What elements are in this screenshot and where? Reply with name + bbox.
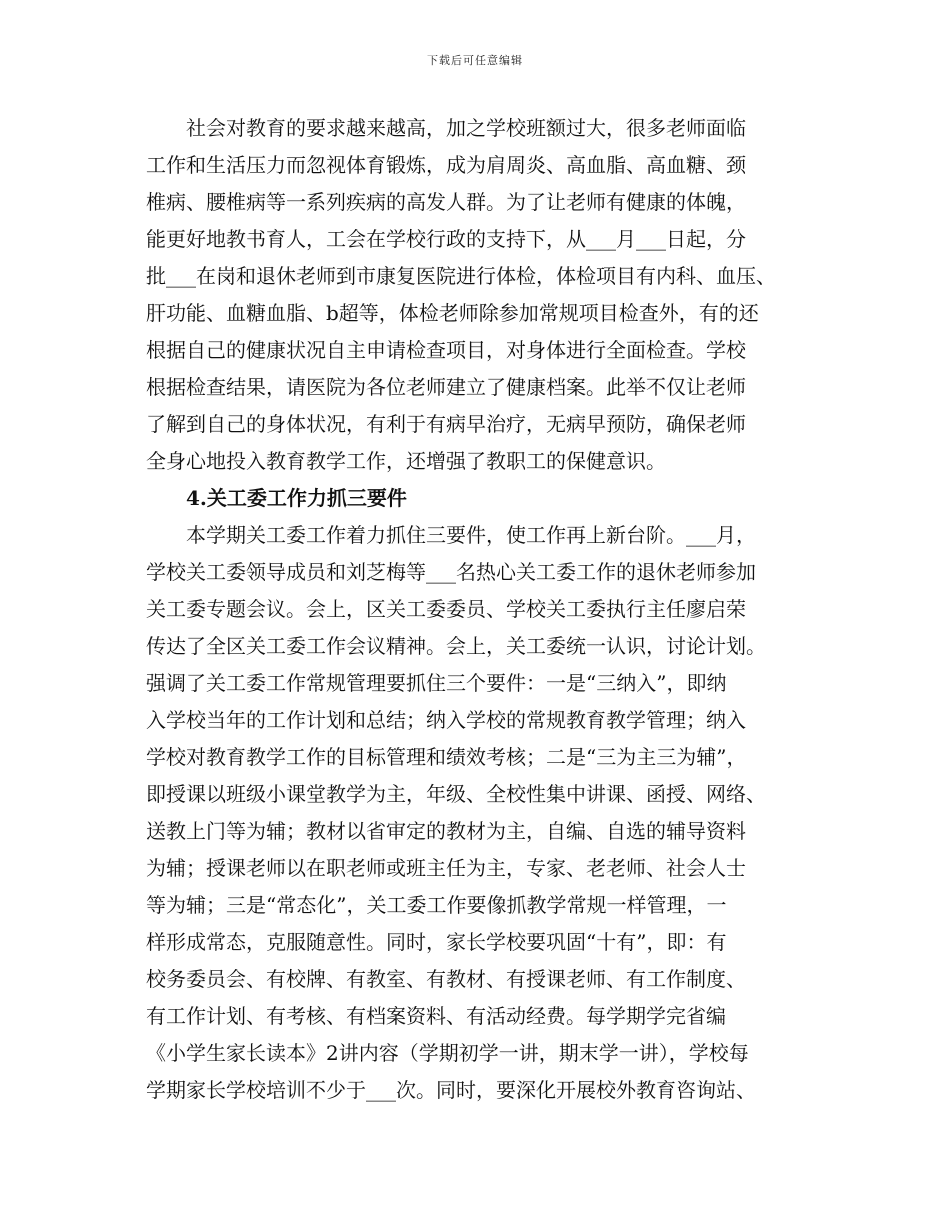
- body-line: 根据检查结果，请医院为各位老师建立了健康档案。此举不仅让老师: [146, 375, 746, 399]
- section-heading: 4.关工委工作力抓三要件: [186, 486, 407, 510]
- body-line: 肝功能、血糖血脂、b超等，体检老师除参加常规项目检查外，有的还: [146, 301, 759, 325]
- body-line: 送教上门等为辅；教材以省审定的教材为主，自编、自选的辅导资料: [146, 819, 746, 843]
- body-line: 社会对教育的要求越来越高，加之学校班额过大，很多老师面临: [186, 116, 746, 140]
- body-line: 工作和生活压力而忽视体育锻炼，成为肩周炎、高血脂、高血糖、颈: [146, 153, 746, 177]
- body-line: 学校对教育教学工作的目标管理和绩效考核；二是“三为主三为辅”，: [146, 745, 747, 769]
- page-header: 下载后可任意编辑: [427, 54, 523, 67]
- body-line: 本学期关工委工作着力抓住三要件，使工作再上新台阶。___月，: [186, 523, 756, 547]
- body-line: 关工委专题会议。会上，区关工委委员、学校关工委执行主任廖启荣: [146, 597, 746, 621]
- body-line: 即授课以班级小课堂教学为主，年级、全校性集中讲课、函授、网络、: [146, 782, 766, 806]
- body-line: 为辅；授课老师以在职老师或班主任为主，专家、老老师、社会人士: [146, 856, 746, 880]
- body-line: 入学校当年的工作计划和总结；纳入学校的常规教育教学管理；纳入: [146, 708, 746, 732]
- body-line: 《小学生家长读本》2讲内容（学期初学一讲，期末学一讲），学校每: [146, 1041, 749, 1065]
- body-line: 学期家长学校培训不少于___次。同时，要深化开展校外教育咨询站、: [146, 1078, 756, 1102]
- body-line: 传达了全区关工委工作会议精神。会上，关工委统一认识，讨论计划。: [146, 634, 766, 658]
- body-line: 有工作计划、有考核、有档案资料、有活动经费。每学期学完省编: [146, 1004, 726, 1028]
- body-line: 批___在岗和退休老师到市康复医院进行体检，体检项目有内科、血压、: [146, 264, 776, 288]
- body-line: 了解到自己的身体状况，有利于有病早治疗，无病早预防，确保老师: [146, 412, 746, 436]
- body-line: 学校关工委领导成员和刘芝梅等___名热心关工委工作的退休老师参加: [146, 560, 756, 584]
- body-line: 椎病、腰椎病等一系列疾病的高发人群。为了让老师有健康的体魄，: [146, 190, 746, 214]
- body-line: 强调了关工委工作常规管理要抓住三个要件：一是“三纳入”，即纳: [146, 671, 727, 695]
- body-line: 全身心地投入教育教学工作，还增强了教职工的保健意识。: [146, 449, 666, 473]
- body-line: 根据自己的健康状况自主申请检查项目，对身体进行全面检查。学校: [146, 338, 746, 362]
- body-line: 等为辅；三是“常态化”，关工委工作要像抓教学常规一样管理，一: [146, 893, 727, 917]
- body-line: 校务委员会、有校牌、有教室、有教材、有授课老师、有工作制度、: [146, 967, 746, 991]
- body-line: 能更好地教书育人，工会在学校行政的支持下，从___月___日起，分: [146, 227, 746, 251]
- body-line: 样形成常态，克服随意性。同时，家长学校要巩固“十有”，即：有: [146, 930, 727, 954]
